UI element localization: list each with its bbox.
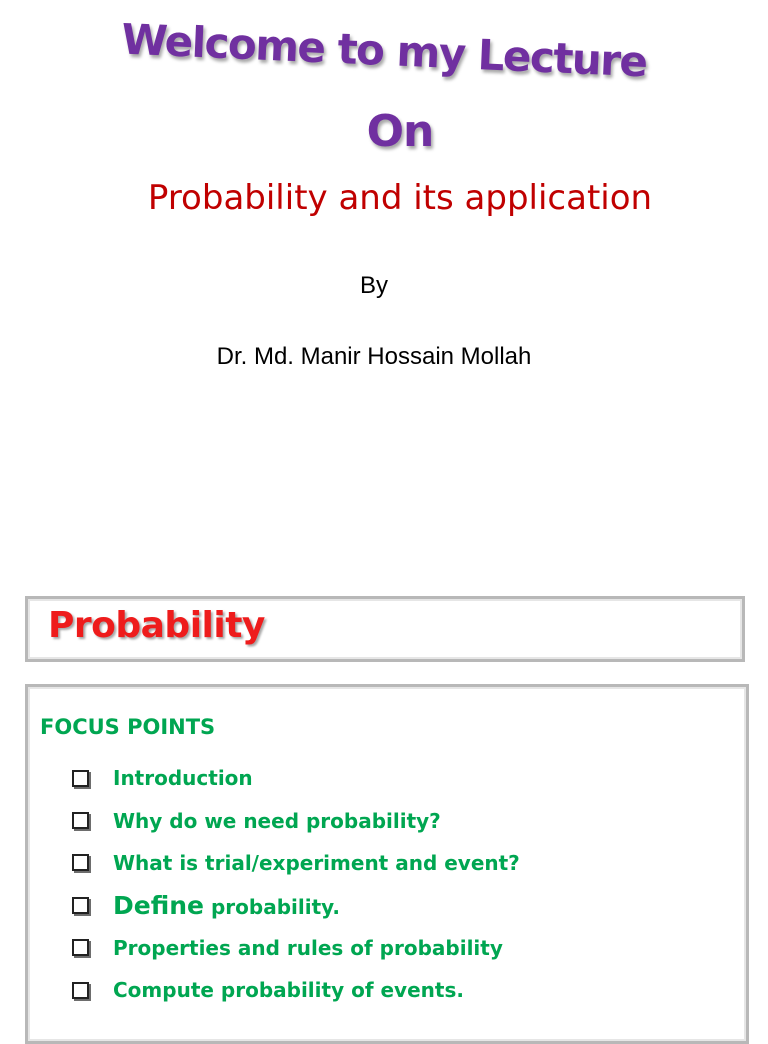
checkbox-icon [72,939,89,956]
list-item [72,927,520,969]
list-item-label: Compute probability of events. [113,978,464,1003]
list-item-lead: Define [113,890,204,920]
welcome-heading: Welcome to my Lecture [120,14,648,87]
slide-title: Probability [48,605,265,646]
focus-points-list [72,757,520,1011]
list-item [72,969,520,1011]
focus-points-box [25,684,749,1044]
checkbox-icon [72,982,89,999]
lecture-subtitle: Probability and its application [147,178,653,218]
list-item [72,799,520,841]
list-item-label: Introduction [113,766,253,791]
focus-points-heading: FOCUS POINTS [40,715,216,739]
list-item-text [113,891,340,920]
list-item-label: What is trial/experiment and event? [113,850,520,875]
list-item-label: Why do we need probability? [113,808,441,833]
by-label: By [359,272,388,299]
checkbox-icon [72,770,89,787]
slide-title-box [25,596,745,662]
list-item-label: probability. [204,894,340,919]
list-item-label: Properties and rules of probability [113,935,503,960]
list-item [72,884,520,926]
checkbox-icon [72,812,89,829]
probability-slide [0,560,768,1024]
checkbox-icon [72,854,89,871]
on-heading: On [366,106,434,157]
list-item [72,842,520,884]
checkbox-icon [72,897,89,914]
author-name: Dr. Md. Manir Hossain Mollah [216,343,532,370]
list-item [72,757,520,799]
